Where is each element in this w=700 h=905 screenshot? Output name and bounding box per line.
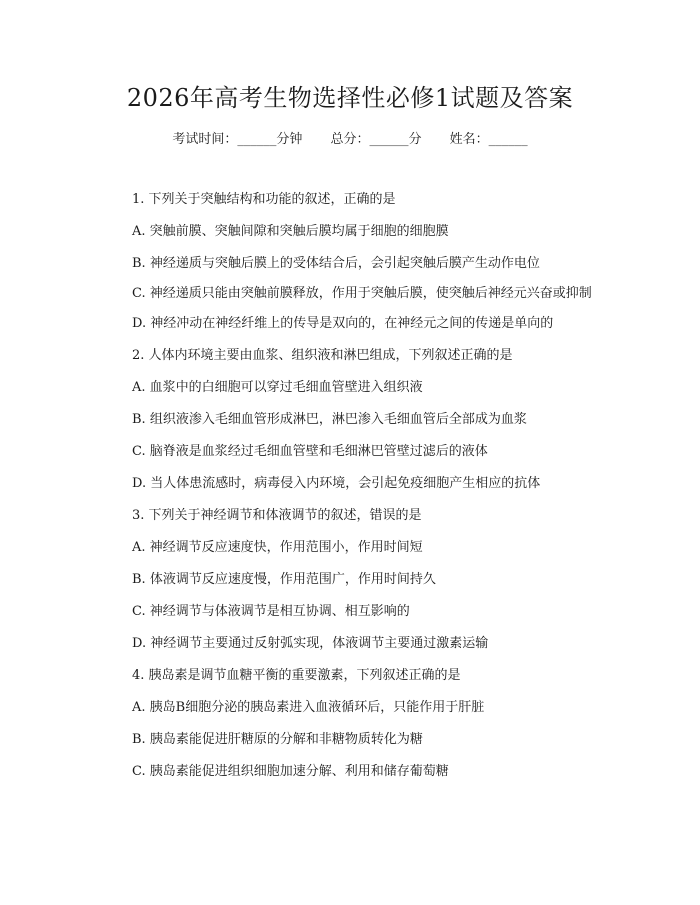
question-4-option-a: A. 胰岛B细胞分泌的胰岛素进入血液循环后，只能作用于肝脏 <box>132 700 485 715</box>
question-1-option-a: A. 突触前膜、突触间隙和突触后膜均属于细胞的细胞膜 <box>132 224 449 239</box>
exam-time: 考试时间：______分钟 <box>172 132 303 147</box>
question-3-option-d: D. 神经调节主要通过反射弧实现，体液调节主要通过激素运输 <box>132 636 489 651</box>
question-1-stem: 1. 下列关于突触结构和功能的叙述，正确的是 <box>132 192 396 207</box>
question-2-stem: 2. 人体内环境主要由血浆、组织液和淋巴组成，下列叙述正确的是 <box>132 348 513 363</box>
question-1-option-c: C. 神经递质只能由突触前膜释放，作用于突触后膜，使突触后神经元兴奋或抑制 <box>132 286 592 301</box>
question-3-option-c: C. 神经调节与体液调节是相互协调、相互影响的 <box>132 604 410 619</box>
question-2-option-d: D. 当人体患流感时，病毒侵入内环境，会引起免疫细胞产生相应的抗体 <box>132 476 541 491</box>
question-3-option-b: B. 体液调节反应速度慢，作用范围广，作用时间持久 <box>132 572 436 587</box>
question-list <box>100 188 600 792</box>
question-3-option-a: A. 神经调节反应速度快，作用范围小，作用时间短 <box>132 540 423 555</box>
question-4-option-b: B. 胰岛素能促进肝糖原的分解和非糖物质转化为糖 <box>132 732 423 747</box>
question-2-option-b: B. 组织液渗入毛细血管形成淋巴，淋巴渗入毛细血管后全部成为血浆 <box>132 412 527 427</box>
student-name: 姓名：______ <box>449 132 528 147</box>
question-4-option-c: C. 胰岛素能促进组织细胞加速分解、利用和储存葡萄糖 <box>132 764 449 779</box>
exam-info <box>0 128 700 152</box>
question-2-option-c: C. 脑脊液是血浆经过毛细血管壁和毛细淋巴管壁过滤后的液体 <box>132 444 488 459</box>
question-1-option-b: B. 神经递质与突触后膜上的受体结合后，会引起突触后膜产生动作电位 <box>132 256 540 271</box>
question-2-option-a: A. 血浆中的白细胞可以穿过毛细血管壁进入组织液 <box>132 380 423 395</box>
exam-score: 总分：______分 <box>330 132 422 147</box>
question-3-stem: 3. 下列关于神经调节和体液调节的叙述，错误的是 <box>132 508 422 523</box>
question-1-option-d: D. 神经冲动在神经纤维上的传导是双向的，在神经元之间的传递是单向的 <box>132 316 554 331</box>
document-title: 2026年高考生物选择性必修1试题及答案 <box>126 84 574 112</box>
question-4-stem: 4. 胰岛素是调节血糖平衡的重要激素，下列叙述正确的是 <box>132 668 461 683</box>
